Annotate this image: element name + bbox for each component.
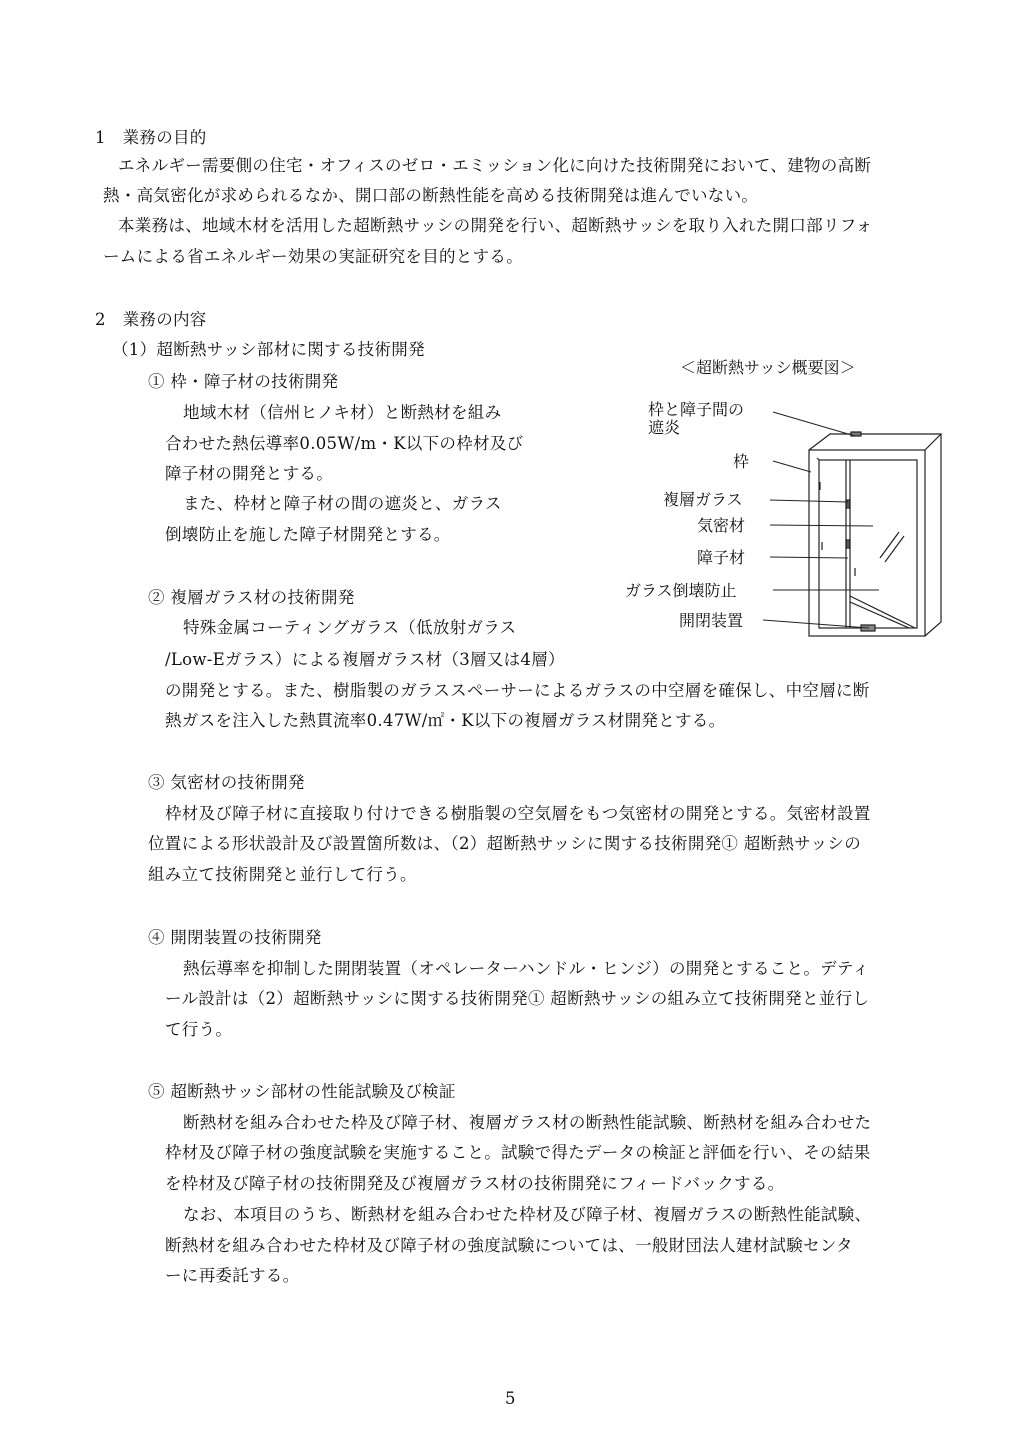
section2-heading: 2 業務の内容 <box>95 310 207 329</box>
section1-para1-line1: エネルギー需要側の住宅・オフィスのゼロ・エミッション化に向けた技術開発において、建物の高断 <box>118 156 872 175</box>
item1-line1: 地域木材（信州ヒノキ材）と断熱材を組み <box>183 403 502 422</box>
item2-line1: 特殊金属コーティングガラス（低放射ガラス <box>183 618 517 637</box>
item5-title: ⑤ 超断熱サッシ部材の性能試験及び検証 <box>148 1082 456 1101</box>
item5-line6: ーに再委託する。 <box>165 1266 300 1285</box>
label-anti-collapse: ガラス倒壊防止 <box>625 581 737 600</box>
item1-line2: 合わせた熱伝導率0.05W/m・K以下の枠材及び <box>165 434 524 453</box>
item1-line4: また、枠材と障子材の間の遮炎と、ガラス <box>183 494 502 513</box>
item2-line4: 熱ガスを注入した熱貫流率0.47W/㎡・K以下の複層ガラス材開発とする。 <box>165 711 726 730</box>
window-drawing <box>615 352 945 652</box>
item2-line2: /Low-Eガラス）による複層ガラス材（3層又は4層） <box>165 650 565 669</box>
item4-title: ④ 開閉装置の技術開発 <box>148 928 322 947</box>
item5-line3: を枠材及び障子材の技術開発及び複層ガラス材の技術開発にフィードバックする。 <box>165 1174 785 1193</box>
section1-heading: 1 業務の目的 <box>95 128 207 147</box>
item4-line3: て行う。 <box>165 1020 233 1039</box>
label-opener: 開閉装置 <box>679 611 744 630</box>
item3-title: ③ 気密材の技術開発 <box>148 773 305 792</box>
section1-para2-line1: 本業務は、地域木材を活用した超断熱サッシの開発を行い、超断熱サッシを取り入れた開口部リフォ <box>118 216 873 235</box>
section1-para2-line2: ームによる省エネルギー効果の実証研究を目的とする。 <box>103 247 523 266</box>
sash-diagram <box>615 352 945 652</box>
item5-line1: 断熱材を組み合わせた枠及び障子材、複層ガラス材の断熱性能試験、断熱材を組み合わせた <box>183 1113 872 1132</box>
section1-para1-line2: 熱・高気密化が求められるなか、開口部の断熱性能を高める技術開発は進んでいない。 <box>103 186 759 205</box>
item4-line1: 熱伝導率を抑制した開閉装置（オペレーターハンドル・ヒンジ）の開発とすること。デティ <box>183 959 870 978</box>
item3-line2: 位置による形状設計及び設置箇所数は、（2）超断熱サッシに関する技術開発① 超断熱サッシの <box>148 834 862 853</box>
label-flame-shield-line1: 枠と障子間の <box>648 400 745 419</box>
figure-title: ＜超断熱サッシ概要図＞ <box>680 358 856 377</box>
item5-line4: なお、本項目のうち、断熱材を組み合わせた枠材及び障子材、複層ガラスの断熱性能試験、 <box>183 1205 872 1224</box>
item4-line2: ール設計は（2）超断熱サッシに関する技術開発① 超断熱サッシの組み立て技術開発と並行し <box>165 989 870 1008</box>
section2-sub1: （1）超断熱サッシ部材に関する技術開発 <box>112 340 425 359</box>
label-frame: 枠 <box>733 452 750 471</box>
item3-line1: 枠材及び障子材に直接取り付けできる樹脂製の空気層をもつ気密材の開発とする。気密材設置 <box>165 804 871 823</box>
item1-title: ① 枠・障子材の技術開発 <box>148 372 339 391</box>
item2-line3: の開発とする。また、樹脂製のガラススペーサーによるガラスの中空層を確保し、中空層に断 <box>165 681 870 700</box>
item1-line3: 障子材の開発とする。 <box>165 464 333 483</box>
label-sash: 障子材 <box>697 548 746 567</box>
item1-line5: 倒壊防止を施した障子材開発とする。 <box>165 525 451 544</box>
label-double-glass: 複層ガラス <box>663 490 743 509</box>
item5-line5: 断熱材を組み合わせた枠材及び障子材の強度試験については、一般財団法人建材試験センタ <box>165 1236 853 1255</box>
item2-title: ② 複層ガラス材の技術開発 <box>148 588 355 607</box>
label-airtight: 気密材 <box>697 516 746 535</box>
label-flame-shield-line2: 遮炎 <box>648 418 681 437</box>
page-number: 5 <box>505 1389 516 1408</box>
item3-line3: 組み立て技術開発と並行して行う。 <box>148 865 417 884</box>
item5-line2: 枠材及び障子材の強度試験を実施すること。試験で得たデータの検証と評価を行い、その結果 <box>165 1143 871 1162</box>
